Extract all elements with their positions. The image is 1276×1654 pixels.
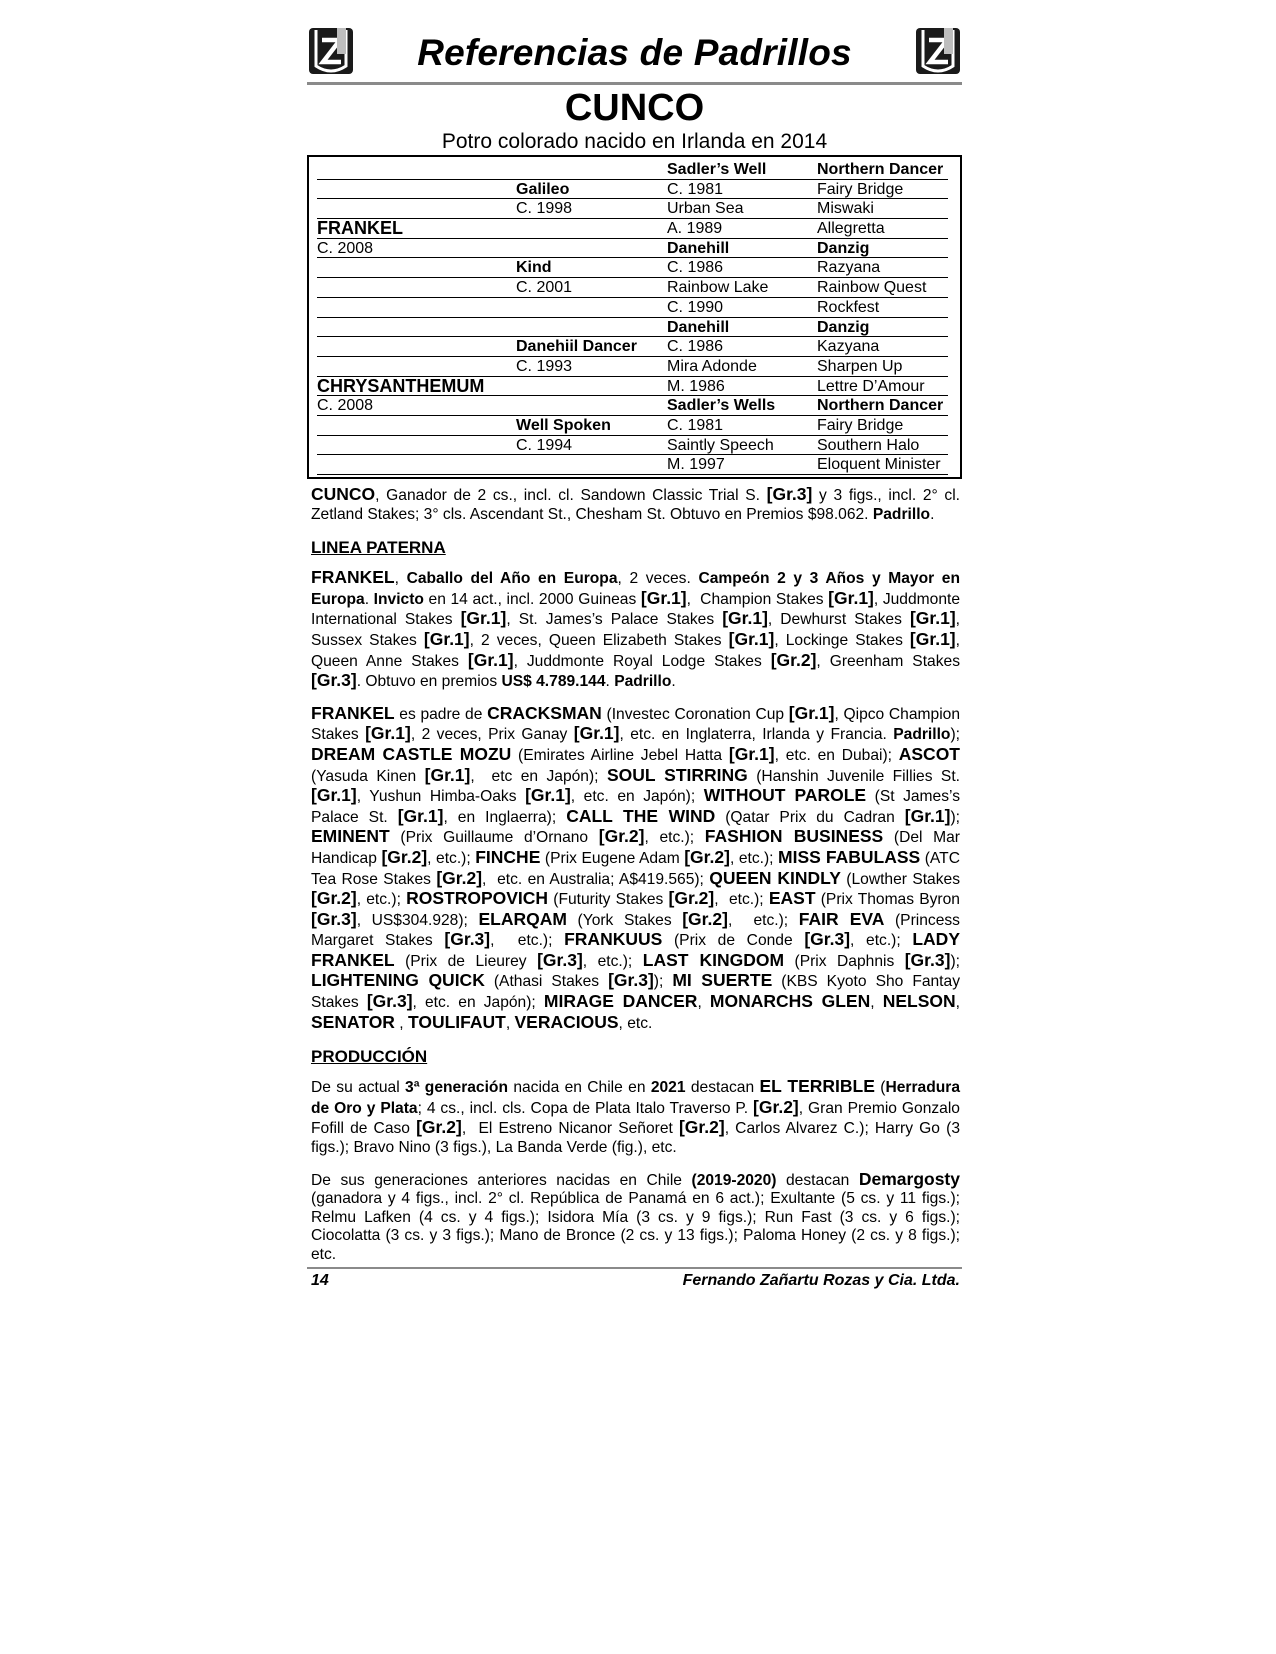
ped-cell: FRANKEL — [317, 218, 403, 239]
grade-label: [Gr.3] — [444, 929, 491, 950]
horse-subtitle: Potro colorado nacido en Irlanda en 2014 — [441, 130, 828, 153]
ped-cell: Mira Adonde — [667, 357, 757, 375]
horse-ref: SOUL STIRRING — [606, 764, 748, 785]
grade-label: [Gr.2] — [770, 649, 817, 670]
horse-ref: EAST — [768, 888, 816, 909]
ped-cell: CHRYSANTHEMUM — [317, 375, 485, 396]
grade-label: [Gr.2] — [311, 888, 357, 909]
horse-ref: MI SUERTE — [672, 970, 773, 991]
ped-cell: C. 1981 — [667, 180, 724, 198]
ped-cell: Miswaki — [817, 200, 874, 218]
ped-cell: C. 2008 — [317, 397, 374, 415]
body-text — [307, 1077, 962, 1264]
horse-ref: EL TERRIBLE — [759, 1076, 875, 1097]
ped-cell: M. 1986 — [667, 377, 725, 395]
pedigree-row — [317, 160, 948, 180]
pedigree-row — [317, 337, 948, 357]
page-title: Referencias de Padrillos — [417, 32, 852, 73]
grade-label: [Gr.1] — [909, 628, 956, 649]
pedigree-row — [317, 219, 948, 239]
pedigree-row — [317, 199, 948, 219]
grade-label: [Gr.2] — [381, 846, 428, 867]
ped-cell: Rockfest — [817, 298, 880, 316]
grade-label: [Gr.1] — [525, 785, 571, 806]
grade-label: [Gr.1] — [904, 805, 951, 826]
horse-ref: NELSON — [882, 991, 956, 1012]
grade-label: [Gr.1] — [909, 608, 956, 629]
ped-cell: Danehill — [667, 239, 730, 257]
pedigree-row — [317, 455, 948, 475]
ped-cell: M. 1997 — [667, 456, 725, 474]
pedigree-row — [317, 180, 948, 200]
grade-label: [Gr.1] — [728, 743, 775, 764]
ped-cell: Rainbow Lake — [667, 279, 769, 297]
ped-cell: Rainbow Quest — [817, 279, 927, 297]
header-rule — [307, 82, 962, 85]
page-number: 14 — [311, 1271, 329, 1289]
horse-ref: MISS FABULASS — [778, 846, 921, 867]
horse-ref: CALL THE WIND — [566, 805, 716, 826]
ped-cell: C. 1986 — [667, 259, 724, 277]
section-heading-produccion: PRODUCCIÓN — [311, 1047, 428, 1067]
horse-ref: VERACIOUS — [514, 1011, 619, 1032]
horse-ref: QUEEN KINDLY — [709, 867, 841, 888]
grade-label: [Gr.1] — [828, 587, 874, 608]
pedigree-row — [317, 357, 948, 377]
grade-label: [Gr.3] — [608, 970, 654, 991]
grade-label: [Gr.2] — [684, 846, 730, 867]
ped-cell: C. 2008 — [317, 239, 374, 257]
ped-cell: Urban Sea — [667, 200, 744, 218]
horse-ref: FINCHE — [475, 846, 541, 867]
text-run: Caballo del Año en Europa — [406, 570, 618, 588]
grade-label: [Gr.2] — [416, 1117, 462, 1138]
ped-cell: C. 1986 — [667, 338, 724, 356]
grade-label: [Gr.1] — [365, 723, 411, 744]
ped-cell: Danzig — [817, 318, 870, 336]
page-header — [307, 20, 962, 82]
pedigree-row — [317, 239, 948, 259]
horse-ref: DREAM CASTLE MOZU — [311, 743, 512, 764]
grade-label: [Gr.2] — [682, 908, 728, 929]
ped-cell: Fairy Bridge — [817, 416, 904, 434]
text-run: Padrillo — [872, 505, 931, 523]
horse-ref: LADY FRANKEL — [311, 929, 960, 970]
horse-ref: CUNCO — [311, 484, 376, 504]
pedigree-row — [317, 278, 948, 298]
grade-label: [Gr.1] — [788, 702, 835, 723]
grade-label: [Gr.3] — [311, 908, 357, 929]
grade-label: [Gr.3] — [311, 670, 357, 691]
ped-cell: Sadler’s Well — [667, 161, 767, 178]
horse-ref: ASCOT — [898, 743, 960, 764]
horse-ref: ELARQAM — [478, 908, 567, 929]
horse-ref: FASHION BUSINESS — [704, 826, 884, 847]
grade-label: [Gr.3] — [804, 929, 851, 950]
horse-ref: Demargosty — [858, 1168, 960, 1189]
text-run: , Ganador de 2 cs., incl. cl. Sandown Classic Trial S. — [375, 487, 767, 504]
text-run: Padrillo — [614, 673, 672, 691]
frankel-progeny-paragraph: FRANKEL es padre de CRACKSMAN (Investec Coronation Cup [Gr.1], Qipco Champion Stakes [Gr.1], 2 veces, Prix Ganay [Gr.1], etc. en Inglaterra, Irlanda y Francia. Padrillo); DREAM CASTLE MOZU (Emirates Airline Jebel Hatta [Gr.1], etc. en Dubai); ASCOT (Yasuda Kinen [Gr.1], etc en Japón); SOUL STIRRING (Hanshin Juvenile Fillies St. [Gr.1], Yushun Himba-Oaks [Gr.1], etc. en Japón); WITHOUT PAROLE (St James’s Palace St. [Gr.1], en Inglaerra); CALL THE WIND (Qatar Prix du Cadran [Gr.1]); EMINENT (Prix Guillaume d’Ornano [Gr.2], etc.); FASHION BUSINESS (Del Mar Handicap [Gr.2], etc.); FINCHE (Prix Eugene Adam [Gr.2], etc.); MISS FABULASS (ATC Tea Rose Stakes [Gr.2], etc. en Australia; A$419.565); QUEEN KINDLY (Lowther Stakes [Gr.2], etc.); ROSTROPOVICH (Futurity Stakes [Gr.2], etc.); EAST (Prix Thomas Byron [Gr.3], US$304.928); ELARQAM (York Stakes [Gr.2], etc.); FAIR EVA (Princess Margaret Stakes [Gr.3], etc.); FRANKUUS (Prix de Conde [Gr.3], etc.); LADY FRANKEL (Prix de Lieurey [Gr.3], etc.); LAST KINGDOM (Prix Daphnis [Gr.3]); LIGHTENING QUICK (Athasi Stakes [Gr.3]); MI SUERTE (KBS Kyoto Sho Fantay Stakes [Gr.3], etc. en Japón); MIRAGE DANCER, MONARCHS GLEN, NELSON, SENATOR , TOULIFAUT, VERACIOUS, etc. — [311, 702, 961, 1032]
horse-ref: CRACKSMAN — [487, 702, 602, 723]
ped-cell: Sadler’s Wells — [667, 397, 776, 415]
ped-cell: A. 1989 — [667, 220, 723, 238]
text-run: Padrillo — [893, 726, 951, 744]
grade-label: [Gr.1] — [728, 628, 775, 649]
horse-ref: LAST KINGDOM — [642, 949, 785, 970]
grade-label: [Gr.1] — [423, 628, 470, 649]
grade-label: [Gr.3] — [766, 484, 813, 504]
text-run: US$ 4.789.144 — [501, 673, 606, 691]
ped-cell: Well Spoken — [516, 416, 611, 434]
document-page — [307, 20, 962, 1291]
ped-cell: Danehill — [667, 318, 730, 336]
grade-label: [Gr.1] — [573, 723, 620, 744]
ped-cell: C. 2001 — [516, 279, 573, 297]
horse-ref: FRANKEL — [311, 702, 395, 723]
ped-cell: Saintly Speech — [667, 436, 774, 454]
text-run: y 3 figs., incl. 2° cl. Zetland Stakes; 3° cls. Ascendant St., Chesham St. Obtuvo en Premios $98.062. — [311, 487, 960, 523]
page-footer — [307, 1269, 962, 1291]
text-run: 2021 — [650, 1079, 686, 1097]
ped-cell: Lettre D’Amour — [817, 377, 925, 395]
horse-ref: MIRAGE DANCER — [543, 991, 698, 1012]
pedigree-row — [317, 416, 948, 436]
body-text — [307, 485, 962, 524]
ped-cell: Eloquent Minister — [817, 456, 941, 474]
horse-ref: FAIR EVA — [798, 908, 885, 929]
grade-label: [Gr.1] — [722, 608, 768, 629]
company-name: Fernando Zañartu Rozas y Cia. Ltda. — [682, 1271, 960, 1289]
grade-label: [Gr.3] — [366, 991, 413, 1012]
text-run: 3ª generación — [405, 1079, 508, 1097]
production-paragraph-2: De sus generaciones anteriores nacidas en Chile (2019-2020) destacan Demargosty (ganadora y 4 figs., incl. 2° cl. República de Panamá en 6 act.); Exultante (5 cs. y 11 figs.); Relmu Lafken (4 cs. y 4 figs.); Isidora Mía (3 cs. y 9 figs.); Run Fast (3 cs. y 6 figs.); Ciocolatta (3 cs. y 3 figs.); Mano de Bronce (2 cs. y 13 figs.); Paloma Honey (2 cs. y 8 figs.); etc. — [311, 1168, 960, 1263]
grade-label: [Gr.2] — [668, 888, 715, 909]
ped-cell: C. 1994 — [516, 436, 573, 454]
pedigree-table — [307, 155, 962, 479]
grade-label: [Gr.3] — [904, 949, 951, 970]
grade-label: [Gr.1] — [640, 587, 687, 608]
ped-cell: Fairy Bridge — [817, 180, 904, 198]
text-run: . — [930, 505, 935, 523]
ped-cell: C. 1998 — [516, 200, 573, 218]
body-text — [307, 568, 962, 1033]
ped-cell: Sharpen Up — [817, 357, 903, 375]
horse-ref: MONARCHS GLEN — [709, 991, 871, 1012]
frankel-paragraph: FRANKEL, Caballo del Año en Europa, 2 veces. Campeón 2 y 3 Años y Mayor en Europa. Invicto en 14 act., incl. 2000 Guineas [Gr.1], Champion Stakes [Gr.1], Juddmonte International Stakes [Gr.1], St. James’s Palace Stakes [Gr.1], Dewhurst Stakes [Gr.1], Sussex Stakes [Gr.1], 2 veces, Queen Elizabeth Stakes [Gr.1], Lockinge Stakes [Gr.1], Queen Anne Stakes [Gr.1], Juddmonte Royal Lodge Stakes [Gr.2], Greenham Stakes [Gr.3]. Obtuvo en premios US$ 4.789.144. Padrillo. — [311, 567, 960, 691]
horse-ref: ROSTROPOVICH — [406, 888, 549, 909]
pedigree-row — [317, 377, 948, 397]
horse-ref: FRANKEL — [311, 567, 395, 588]
ped-cell: Danehiil Dancer — [516, 338, 637, 356]
horse-ref: WITHOUT PAROLE — [703, 785, 867, 806]
grade-label: [Gr.1] — [467, 649, 514, 670]
pedigree-row — [317, 396, 948, 416]
grade-label: [Gr.1] — [311, 785, 357, 806]
ped-cell: Danzig — [817, 239, 870, 257]
horse-ref: TOULIFAUT — [407, 1011, 506, 1032]
section-heading-linea-paterna: LINEA PATERNA — [311, 538, 446, 558]
text-run: Herradura de Oro y Plata — [311, 1079, 960, 1117]
grade-label: [Gr.2] — [753, 1096, 799, 1117]
horse-ref: FRANKUUS — [564, 929, 663, 950]
grade-label: [Gr.1] — [397, 805, 444, 826]
grade-label: [Gr.2] — [678, 1117, 725, 1138]
horse-ref: EMINENT — [311, 826, 390, 847]
ped-cell: Kind — [516, 259, 552, 277]
text-run: Invicto — [373, 590, 424, 608]
ped-cell: C. 1981 — [667, 416, 724, 434]
ped-cell: Razyana — [817, 259, 881, 277]
horseshoe-z-logo-icon — [914, 26, 962, 76]
intro-paragraph — [311, 485, 960, 524]
grade-label: [Gr.3] — [537, 949, 583, 970]
ped-cell: Galileo — [516, 180, 570, 198]
pedigree-row — [317, 298, 948, 318]
ped-cell: C. 1990 — [667, 298, 724, 316]
text-run: Campeón 2 y 3 Años y Mayor en Europa — [311, 570, 960, 608]
pedigree-row — [317, 258, 948, 278]
horse-name: CUNCO — [564, 87, 705, 129]
ped-cell: Southern Halo — [817, 436, 920, 454]
grade-label: [Gr.2] — [436, 867, 483, 888]
horse-ref: LIGHTENING QUICK — [311, 970, 485, 991]
pedigree-row — [317, 318, 948, 338]
production-paragraph-1: De su actual 3ª generación nacida en Chile en 2021 destacan EL TERRIBLE (Herradura de Oro y Plata; 4 cs., incl. cls. Copa de Plata Italo Traverso P. [Gr.2], Gran Premio Gonzalo Fofill de Caso [Gr.2], El Estreno Nicanor Señoret [Gr.2], Carlos Alvarez C.); Harry Go (3 figs.); Bravo Nino (3 figs.), La Banda Verde (fig.), etc. — [311, 1076, 960, 1157]
horse-ref: SENATOR — [311, 1011, 395, 1032]
ped-cell: Kazyana — [817, 338, 880, 356]
grade-label: [Gr.2] — [598, 826, 645, 847]
text-run: (2019-2020) — [691, 1171, 777, 1189]
grade-label: [Gr.1] — [460, 608, 507, 629]
ped-cell: C. 1993 — [516, 357, 573, 375]
pedigree-row — [317, 436, 948, 456]
ped-cell: Allegretta — [817, 220, 885, 238]
grade-label: [Gr.1] — [424, 764, 471, 785]
ped-cell: Northern Dancer — [817, 397, 944, 415]
ped-cell: Northern Dancer — [817, 161, 944, 178]
